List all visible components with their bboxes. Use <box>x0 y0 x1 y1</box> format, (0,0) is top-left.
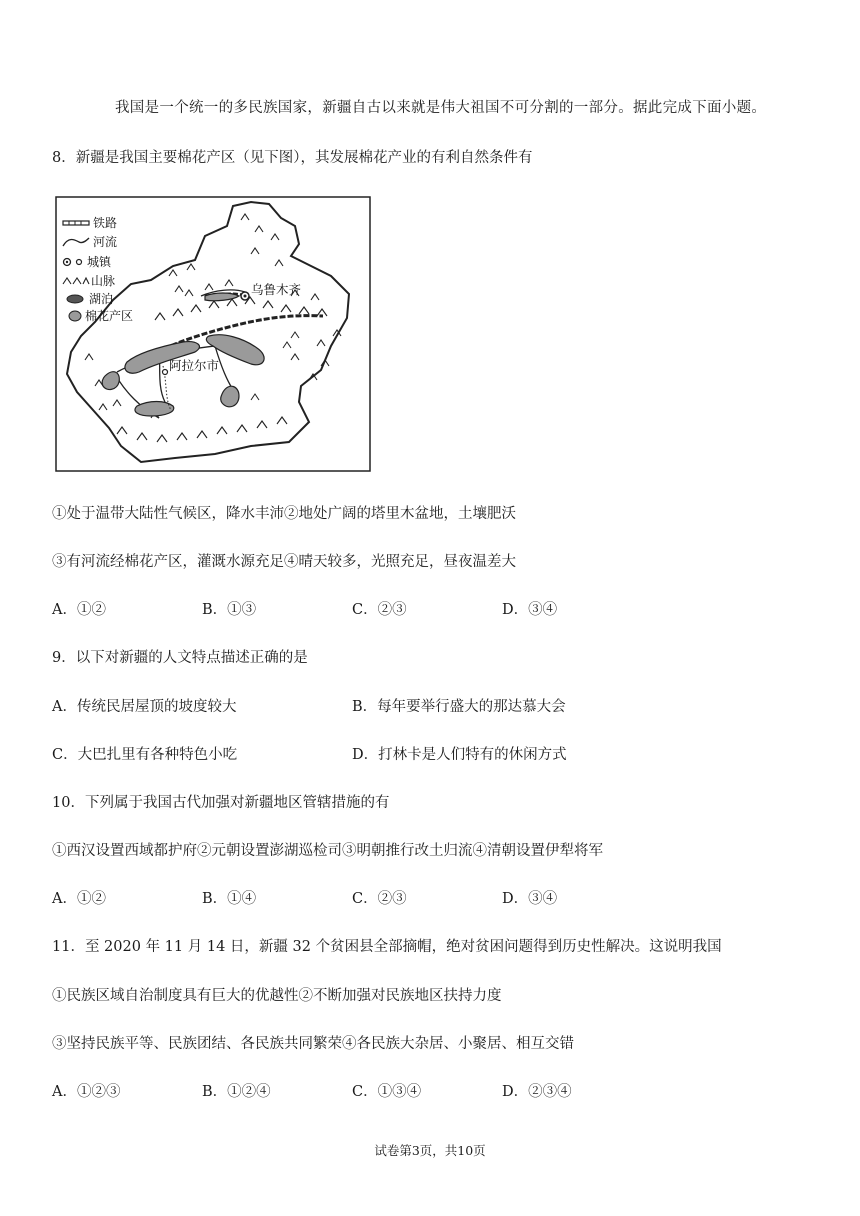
question-11-statement-line-2: ③坚持民族平等、民族团结、各民族共同繁荣④各民族大杂居、小聚居、相互交错 <box>52 1036 574 1052</box>
question-9-option-b[interactable]: B．每年要举行盛大的那达慕大会 <box>352 699 566 715</box>
legend-river-label: 河流 <box>93 235 118 249</box>
question-11-stem: 11．至 2020 年 11 月 14 日，新疆 32 个贫困县全部摘帽，绝对贫困问题得到历史性解决。这说明我国 <box>52 939 722 955</box>
legend-town-label: 城镇 <box>87 255 112 269</box>
question-9-stem: 9．以下对新疆的人文特点描述正确的是 <box>52 650 308 666</box>
legend-cotton-symbol <box>69 311 81 321</box>
xinjiang-cotton-map <box>55 196 371 472</box>
question-11-option-b[interactable]: B．①②④ <box>202 1084 271 1100</box>
legend-lake-label: 湖泊 <box>89 292 114 306</box>
question-8-option-d[interactable]: D．③④ <box>502 602 558 618</box>
intro-text: 我国是一个统一的多民族国家，新疆自古以来就是伟大祖国不可分割的一部分。据此完成下面小题。 <box>115 100 767 116</box>
question-10-stem: 10．下列属于我国古代加强对新疆地区管辖措施的有 <box>52 795 390 811</box>
page-footer: 试卷第3页，共10页 <box>374 1143 486 1158</box>
legend-railway-symbol <box>63 221 89 225</box>
aral-marker <box>163 370 168 375</box>
question-10-option-b[interactable]: B．①④ <box>202 891 257 907</box>
legend-cotton-label: 棉花产区 <box>85 309 134 323</box>
question-10-option-a[interactable]: A．①② <box>52 891 106 907</box>
question-8-option-a[interactable]: A．①② <box>52 602 106 618</box>
legend-lake-symbol <box>67 295 83 303</box>
question-10-option-d[interactable]: D．③④ <box>502 891 558 907</box>
question-11-statement-line-1: ①民族区域自治制度具有巨大的优越性②不断加强对民族地区扶持力度 <box>52 988 502 1004</box>
question-9-option-c[interactable]: C．大巴扎里有各种特色小吃 <box>52 747 238 763</box>
question-9-option-d[interactable]: D．打林卡是人们特有的休闲方式 <box>352 747 567 763</box>
question-10-option-c[interactable]: C．②③ <box>352 891 407 907</box>
question-8-statement-line-1: ①处于温带大陆性气候区，降水丰沛②地处广阔的塔里木盆地，土壤肥沃 <box>52 506 516 522</box>
question-11-option-a[interactable]: A．①②③ <box>52 1084 121 1100</box>
aral-label: 阿拉尔市 <box>169 359 220 373</box>
question-11-option-d[interactable]: D．②③④ <box>502 1084 572 1100</box>
urumqi-label: 乌鲁木齐 <box>251 283 302 297</box>
question-8-stem: 8．新疆是我国主要棉花产区（见下图），其发展棉花产业的有利自然条件有 <box>52 150 533 166</box>
legend-railway-label: 铁路 <box>93 216 118 230</box>
question-8-option-b[interactable]: B．①③ <box>202 602 257 618</box>
question-11-option-c[interactable]: C．①③④ <box>352 1084 422 1100</box>
question-8-option-c[interactable]: C．②③ <box>352 602 407 618</box>
legend-mountain-label: 山脉 <box>91 274 116 288</box>
question-9-option-a[interactable]: A．传统民居屋顶的坡度较大 <box>52 699 237 715</box>
question-10-statement-line: ①西汉设置西域都护府②元朝设置澎湖巡检司③明朝推行改土归流④清朝设置伊犁将军 <box>52 843 603 859</box>
question-8-statement-line-2: ③有河流经棉花产区，灌溉水源充足④晴天较多，光照充足，昼夜温差大 <box>52 554 516 570</box>
